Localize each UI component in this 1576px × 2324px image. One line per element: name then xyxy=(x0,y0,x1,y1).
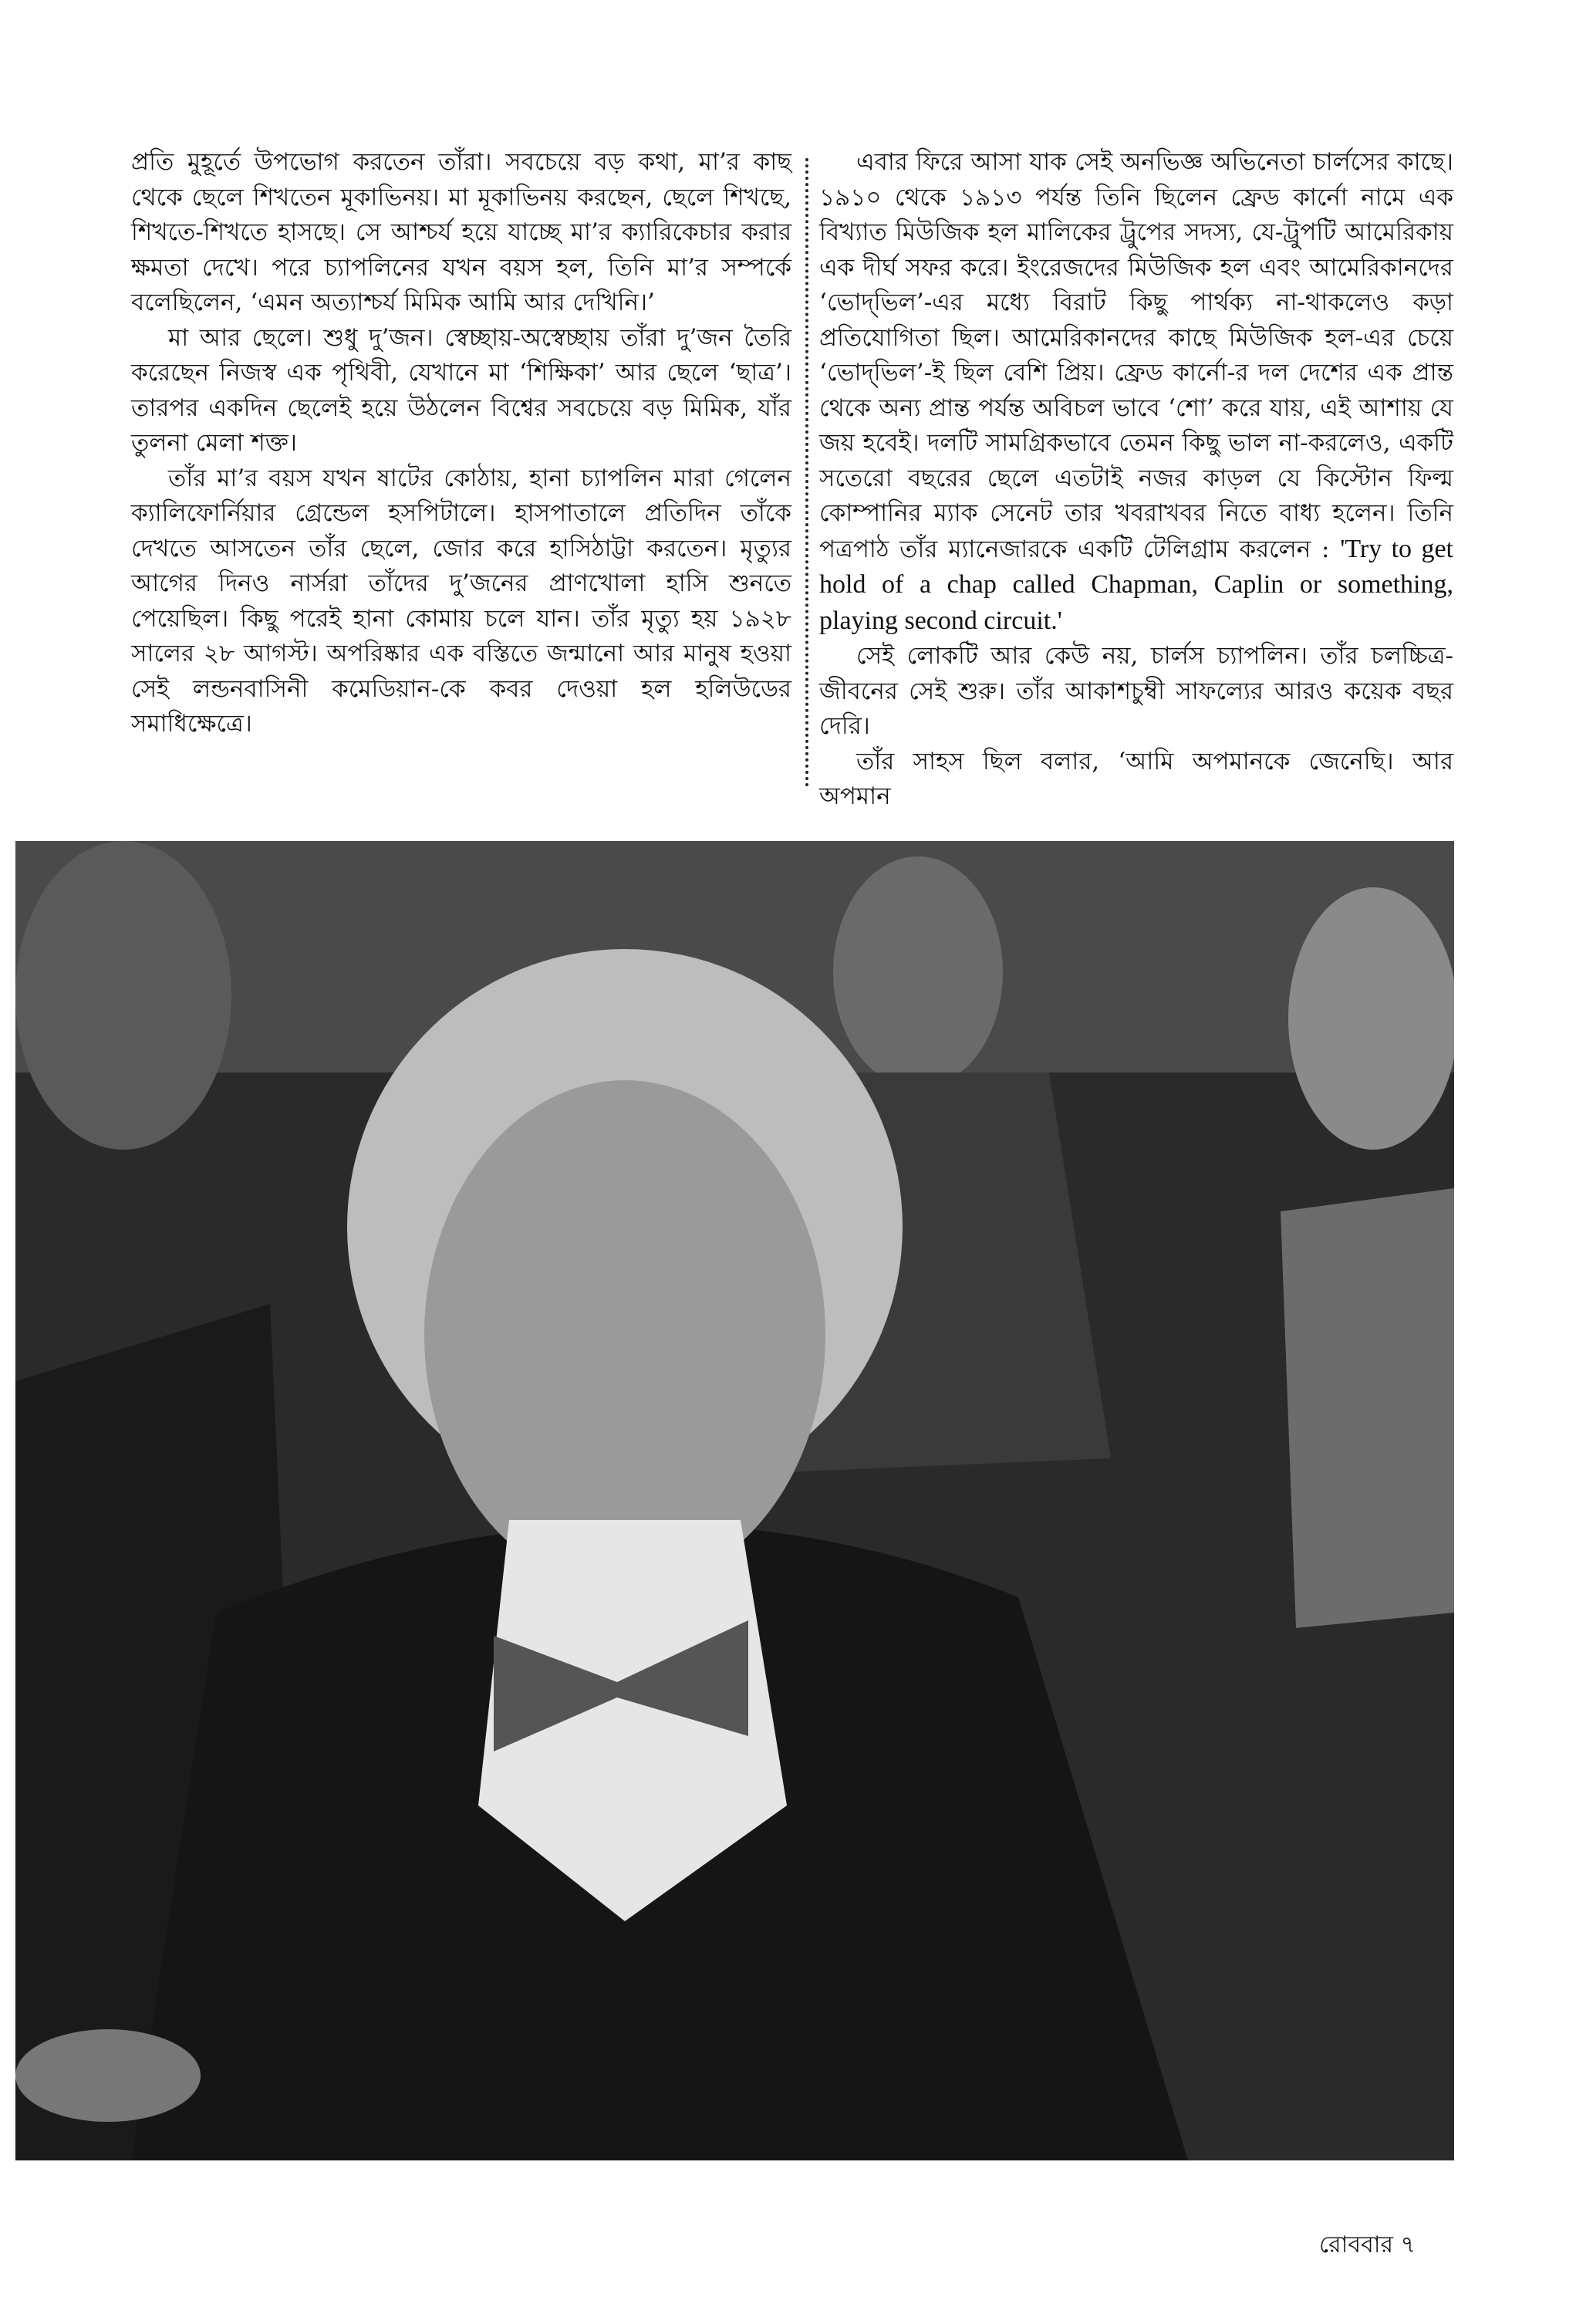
paragraph: তাঁর সাহস ছিল বলার, ‘আমি অপমানকে জেনেছি। আর অপমান xyxy=(819,747,1453,810)
paragraph xyxy=(819,145,1453,639)
left-text-column xyxy=(131,145,791,742)
paragraph: সেই লোকটি আর কেউ নয়, চার্লস চ্যাপলিন। তাঁর চলচ্চিত্র-জীবনের সেই শুরু। তাঁর আকাশচুম্বী সাফল্যের আরও কয়েক বছর দেরি। xyxy=(819,642,1453,740)
paragraph: মা আর ছেলে। শুধু দু’জন। স্বেচ্ছায়-অস্বেচ্ছায় তাঁরা দু’জন তৈরি করেছেন নিজস্ব এক পৃথিবী, যেখানে মা ‘শিক্ষিকা’ আর ছেলে ‘ছাত্র’। তারপর একদিন ছেলেই হয়ে উঠলেন বিশ্বের সবচেয়ে বড় মিমিক, যাঁর তুলনা মেলা শক্ত। xyxy=(131,323,791,457)
page-footer: রোববার ৭ xyxy=(1319,2231,1416,2258)
column-divider xyxy=(805,158,808,787)
paragraph: তাঁর মা’র বয়স যখন ষাটের কোঠায়, হানা চ্যাপলিন মারা গেলেন ক্যালিফোর্নিয়ার গ্রেন্ডেল হসপিটালে। হাসপাতালে প্রতিদিন তাঁকে দেখতে আসতেন তাঁর ছেলে, জোর করে হাসিঠাট্টা করতেন। মৃত্যুর আগের দিনও নার্সরা তাঁদের দু’জনের প্রাণখোলা হাসি শুনতে পেয়েছিল। কিছু পরেই হানা কোমায় চলে যান। তাঁর মৃত্যু হয় ১৯২৮ সালের ২৮ আগস্ট। অপরিষ্কার এক বস্তিতে জন্মানো আর মানুষ হওয়া সেই লন্ডনবাসিনী কমেডিয়ান-কে কবর দেওয়া হল হলিউডের সমাধিক্ষেত্রে। xyxy=(131,464,791,738)
chaplin-photograph xyxy=(15,841,1454,2160)
paragraph-text: এবার ফিরে আসা যাক সেই অনভিজ্ঞ অভিনেতা চার্লসের কাছে। ১৯১০ থেকে ১৯১৩ পর্যন্ত তিনি ছিলেন ফ্রেড কার্নো নামে এক বিখ্যাত মিউজিক হল মালিকের ট্রুপের সদস্য, যে-ট্রুপটি আমেরিকায় এক দীর্ঘ সফর করে। ইংরেজদের মিউজিক হল এবং আমেরিকানদের ‘ভোদ্‌ভিল’-এর মধ্যে বিরাট কিছু পার্থক্য না-থাকলেও কড়া প্রতিযোগিতা ছিল। আমেরিকানদের কাছে মিউজিক হল-এর চেয়ে ‘ভোদ্‌ভিল’-ই ছিল বেশি প্রিয়। ফ্রেড কার্নো-র দল দেশের এক প্রান্ত থেকে অন্য প্রান্ত পর্যন্ত অবিচল ভাবে ‘শো’ করে যায়, এই আশায় যে জয় হবেই। দলটি সামগ্রিকভাবে তেমন কিছু ভাল না-করলেও, একটি সতেরো বছরের ছেলে এতটাই নজর কাড়ল যে কিস্টোন ফিল্ম কোম্পানির ম্যাক সেনেট তার খবরাখবর নিতে বাধ্য হলেন। তিনি পত্রপাঠ তাঁর ম্যানেজারকে একটি টেলিগ্রাম করলেন : xyxy=(819,148,1453,563)
photo-illustration xyxy=(15,841,1454,2160)
right-text-column xyxy=(819,145,1453,815)
paragraph: প্রতি মুহূর্তে উপভোগ করতেন তাঁরা। সবচেয়ে বড় কথা, মা’র কাছ থেকে ছেলে শিখতেন মূকাভিনয়। মা মূকাভিনয় করছেন, ছেলে শিখছে, শিখতে-শিখতে হাসছে। সে আশ্চর্য হয়ে যাচ্ছে মা’র ক্যারিকেচার করার ক্ষমতা দেখে। পরে চ্যাপলিনের যখন বয়স হল, তিনি মা’র সম্পর্কে বলেছিলেন, ‘এমন অত্যাশ্চর্য মিমিক আমি আর দেখিনি।’ xyxy=(131,148,791,316)
telegram-quote: 'Try to get hold of a chap called Chapman, Caplin or something, playing second circuit.' xyxy=(819,534,1453,635)
